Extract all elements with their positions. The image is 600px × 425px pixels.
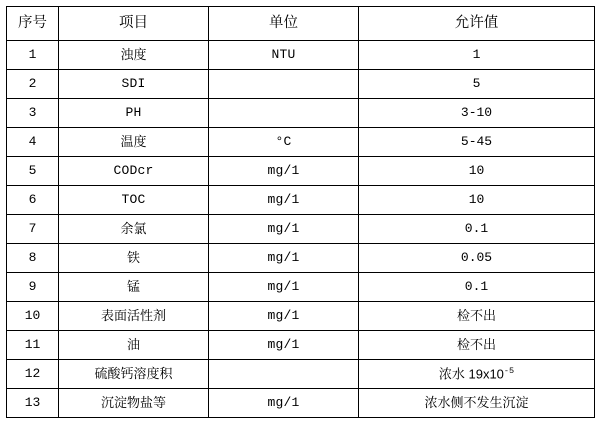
cell-allowed-value: 1	[359, 41, 595, 70]
table-row	[7, 157, 595, 186]
table-row	[7, 360, 595, 389]
table-row	[7, 273, 595, 302]
cell-unit	[209, 99, 359, 128]
table-header-row	[7, 7, 595, 41]
cell-unit	[209, 70, 359, 99]
table-row	[7, 215, 595, 244]
cell-unit: mg/1	[209, 331, 359, 360]
table-header	[7, 7, 595, 41]
cell-index: 4	[7, 128, 59, 157]
table-row	[7, 389, 595, 418]
cell-allowed-value: 3-10	[359, 99, 595, 128]
column-header-item: 项目	[59, 7, 209, 41]
cell-unit: mg/1	[209, 389, 359, 418]
table-row	[7, 186, 595, 215]
cell-allowed-value: 5-45	[359, 128, 595, 157]
table-row	[7, 244, 595, 273]
cell-allowed-value: 10	[359, 186, 595, 215]
cell-item: 表面活性剂	[59, 302, 209, 331]
cell-index: 12	[7, 360, 59, 389]
cell-unit: NTU	[209, 41, 359, 70]
cell-item: 铁	[59, 244, 209, 273]
table-body	[7, 41, 595, 418]
cell-allowed-value: 0.1	[359, 273, 595, 302]
cell-index: 5	[7, 157, 59, 186]
table-row	[7, 70, 595, 99]
cell-unit: °C	[209, 128, 359, 157]
cell-allowed-value: 检不出	[359, 302, 595, 331]
cell-allowed-value-exponent: -5	[503, 365, 515, 376]
cell-allowed-value: 5	[359, 70, 595, 99]
cell-unit	[209, 360, 359, 389]
cell-index: 2	[7, 70, 59, 99]
table-row	[7, 302, 595, 331]
cell-allowed-value: 10	[359, 157, 595, 186]
cell-item: 锰	[59, 273, 209, 302]
cell-allowed-value: 浓水侧不发生沉淀	[359, 389, 595, 418]
cell-unit: mg/1	[209, 186, 359, 215]
column-header-allowed-value: 允许值	[359, 7, 595, 41]
cell-item: 硫酸钙溶度积	[59, 360, 209, 389]
cell-item: 温度	[59, 128, 209, 157]
cell-item: PH	[59, 99, 209, 128]
cell-item: 油	[59, 331, 209, 360]
cell-index: 13	[7, 389, 59, 418]
table-row	[7, 128, 595, 157]
cell-item: 沉淀物盐等	[59, 389, 209, 418]
cell-item: 余氯	[59, 215, 209, 244]
cell-item: TOC	[59, 186, 209, 215]
column-header-unit: 单位	[209, 7, 359, 41]
cell-allowed-value: 0.05	[359, 244, 595, 273]
cell-index: 3	[7, 99, 59, 128]
cell-unit: mg/1	[209, 273, 359, 302]
cell-index: 10	[7, 302, 59, 331]
cell-allowed-value-text: 浓水 19x10	[438, 366, 504, 382]
cell-index: 7	[7, 215, 59, 244]
cell-item: 浊度	[59, 41, 209, 70]
cell-unit: mg/1	[209, 215, 359, 244]
table-row	[7, 331, 595, 360]
cell-unit: mg/1	[209, 157, 359, 186]
cell-index: 9	[7, 273, 59, 302]
column-header-index: 序号	[7, 7, 59, 41]
cell-allowed-value	[359, 360, 595, 389]
cell-unit: mg/1	[209, 244, 359, 273]
cell-item: CODcr	[59, 157, 209, 186]
table-row	[7, 41, 595, 70]
cell-unit: mg/1	[209, 302, 359, 331]
cell-allowed-value: 检不出	[359, 331, 595, 360]
cell-allowed-value: 0.1	[359, 215, 595, 244]
cell-index: 11	[7, 331, 59, 360]
table-row	[7, 99, 595, 128]
water-quality-spec-table	[6, 6, 595, 418]
cell-index: 6	[7, 186, 59, 215]
cell-index: 1	[7, 41, 59, 70]
cell-item: SDI	[59, 70, 209, 99]
cell-index: 8	[7, 244, 59, 273]
